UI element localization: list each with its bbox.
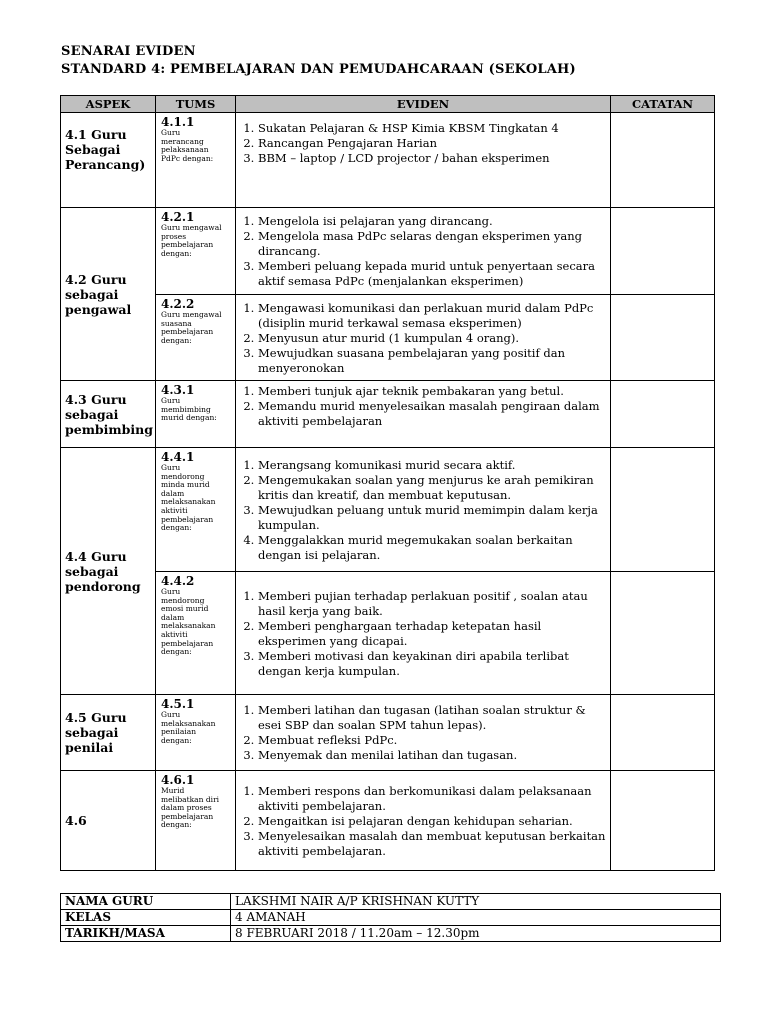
catatan-cell — [611, 695, 715, 771]
tums-code: 4.4.2 — [161, 574, 195, 588]
info-label: TARIKH/MASA — [61, 926, 231, 942]
info-label: NAMA GURU — [61, 894, 231, 910]
tums-cell — [156, 771, 236, 871]
evidence-item: 2. Membuat refleksi PdPc. — [258, 733, 606, 748]
table-row — [61, 381, 715, 448]
info-value: 8 FEBRUARI 2018 / 11.20am – 12.30pm — [231, 926, 721, 942]
table-row — [61, 113, 715, 208]
evidence-item: 3. Memberi motivasi dan keyakinan diri apabila terlibat dengan kerja kumpulan. — [258, 649, 606, 679]
catatan-cell — [611, 572, 715, 695]
evidence-list — [242, 121, 606, 166]
evidence-list — [242, 214, 606, 289]
evidence-item: 4. Menggalakkan murid megemukakan soalan berkaitan dengan isi pelajaran. — [258, 533, 606, 563]
evidence-cell — [236, 771, 611, 871]
evidence-item: 2. Memberi penghargaan terhadap ketepatan hasil eksperimen yang dicapai. — [258, 619, 606, 649]
evidence-list — [242, 589, 606, 679]
evidence-list — [242, 384, 606, 429]
tums-description: Guru melaksanakan penilaian dengan: — [161, 710, 216, 745]
evidence-cell — [236, 572, 611, 695]
evidence-item: 1. Memberi tunjuk ajar teknik pembakaran yang betul. — [258, 384, 606, 399]
column-header-catatan: CATATAN — [611, 96, 715, 113]
tums-code: 4.2.1 — [161, 210, 195, 224]
evidence-table — [60, 95, 715, 871]
evidence-item: 1. Memberi respons dan berkomunikasi dalam pelaksanaan aktiviti pembelajaran. — [258, 784, 606, 814]
tums-description: Guru mendorong emosi murid dalam melaksanakan aktiviti pembelajaran dengan: — [161, 587, 216, 657]
tums-cell — [156, 695, 236, 771]
evidence-item: 1. Sukatan Pelajaran & HSP Kimia KBSM Tingkatan 4 — [258, 121, 606, 136]
tums-code: 4.3.1 — [161, 383, 195, 397]
tums-description: Guru mendorong minda murid dalam melaksanakan aktiviti pembelajaran dengan: — [161, 463, 216, 533]
evidence-list — [242, 703, 606, 763]
evidence-cell — [236, 695, 611, 771]
info-value: LAKSHMI NAIR A/P KRISHNAN KUTTY — [231, 894, 721, 910]
evidence-item: 2. Mengemukakan soalan yang menjurus ke arah pemikiran kritis dan kreatif, dan membuat keputusan. — [258, 473, 606, 503]
tums-code: 4.4.1 — [161, 450, 195, 464]
tums-description: Guru merancang pelaksanaan PdPc dengan: — [161, 128, 214, 163]
evidence-cell — [236, 448, 611, 572]
info-label: KELAS — [61, 910, 231, 926]
table-header-row — [61, 96, 715, 113]
tums-cell — [156, 448, 236, 572]
tums-cell — [156, 572, 236, 695]
evidence-list — [242, 458, 606, 563]
column-header-eviden: EVIDEN — [236, 96, 611, 113]
evidence-item: 3. Menyemak dan menilai latihan dan tugasan. — [258, 748, 606, 763]
aspect-cell: 4.1 Guru Sebagai Perancang) — [61, 113, 156, 208]
document-title: SENARAI EVIDEN — [61, 44, 196, 59]
tums-code: 4.5.1 — [161, 697, 195, 711]
evidence-item: 1. Memberi latihan dan tugasan (latihan soalan struktur & esei SBP dan soalan SPM tahun lepas). — [258, 703, 606, 733]
catatan-cell — [611, 448, 715, 572]
evidence-item: 3. BBM – laptop / LCD projector / bahan eksperimen — [258, 151, 606, 166]
aspect-cell: 4.4 Guru sebagai pendorong — [61, 448, 156, 695]
evidence-item: 1. Memberi pujian terhadap perlakuan positif , soalan atau hasil kerja yang baik. — [258, 589, 606, 619]
tums-cell — [156, 208, 236, 295]
evidence-item: 3. Memberi peluang kepada murid untuk penyertaan secara aktif semasa PdPc (menjalankan eksperimen) — [258, 259, 606, 289]
tums-description: Guru membimbing murid dengan: — [161, 396, 217, 423]
teacher-info-table — [60, 893, 721, 942]
aspect-cell: 4.2 Guru sebagai pengawal — [61, 208, 156, 381]
table-row — [61, 208, 715, 295]
evidence-item: 2. Rancangan Pengajaran Harian — [258, 136, 606, 151]
evidence-item: 3. Mewujudkan suasana pembelajaran yang positif dan menyeronokan — [258, 346, 606, 376]
tums-description: Guru mengawal proses pembelajaran dengan: — [161, 223, 222, 258]
table-row — [61, 448, 715, 572]
tums-cell — [156, 113, 236, 208]
info-row-tarikh-masa — [61, 926, 721, 942]
aspect-cell: 4.6 — [61, 771, 156, 871]
evidence-item: 3. Mewujudkan peluang untuk murid memimpin dalam kerja kumpulan. — [258, 503, 606, 533]
evidence-item: 1. Merangsang komunikasi murid secara aktif. — [258, 458, 606, 473]
aspect-cell: 4.3 Guru sebagai pembimbing — [61, 381, 156, 448]
aspect-cell: 4.5 Guru sebagai penilai — [61, 695, 156, 771]
table-row — [61, 695, 715, 771]
table-row — [61, 771, 715, 871]
evidence-cell — [236, 295, 611, 381]
evidence-item: 2. Menyusun atur murid (1 kumpulan 4 orang). — [258, 331, 606, 346]
tums-description: Guru mengawal suasana pembelajaran dengan: — [161, 310, 222, 345]
column-header-tums: TUMS — [156, 96, 236, 113]
evidence-item: 2. Mengelola masa PdPc selaras dengan eksperimen yang dirancang. — [258, 229, 606, 259]
tums-code: 4.2.2 — [161, 297, 195, 311]
evidence-list — [242, 784, 606, 859]
evidence-list — [242, 301, 606, 376]
document-subtitle: STANDARD 4: PEMBELAJARAN DAN PEMUDAHCARAAN (SEKOLAH) — [61, 62, 576, 77]
tums-description: Murid melibatkan diri dalam proses pembelajaran dengan: — [161, 786, 220, 830]
evidence-item: 1. Mengelola isi pelajaran yang dirancang. — [258, 214, 606, 229]
catatan-cell — [611, 381, 715, 448]
tums-code: 4.1.1 — [161, 115, 195, 129]
info-row-nama-guru — [61, 894, 721, 910]
info-value: 4 AMANAH — [231, 910, 721, 926]
evidence-cell — [236, 208, 611, 295]
catatan-cell — [611, 208, 715, 295]
evidence-item: 3. Menyelesaikan masalah dan membuat keputusan berkaitan aktiviti pembelajaran. — [258, 829, 606, 859]
catatan-cell — [611, 113, 715, 208]
column-header-aspek: ASPEK — [61, 96, 156, 113]
catatan-cell — [611, 771, 715, 871]
info-row-kelas — [61, 910, 721, 926]
table-row — [61, 572, 715, 695]
evidence-cell — [236, 381, 611, 448]
tums-cell — [156, 381, 236, 448]
evidence-item: 2. Mengaitkan isi pelajaran dengan kehidupan seharian. — [258, 814, 606, 829]
tums-code: 4.6.1 — [161, 773, 195, 787]
evidence-item: 1. Mengawasi komunikasi dan perlakuan murid dalam PdPc (disiplin murid terkawal semasa eksperimen) — [258, 301, 606, 331]
evidence-item: 2. Memandu murid menyelesaikan masalah pengiraan dalam aktiviti pembelajaran — [258, 399, 606, 429]
table-row — [61, 295, 715, 381]
tums-cell — [156, 295, 236, 381]
evidence-cell — [236, 113, 611, 208]
catatan-cell — [611, 295, 715, 381]
